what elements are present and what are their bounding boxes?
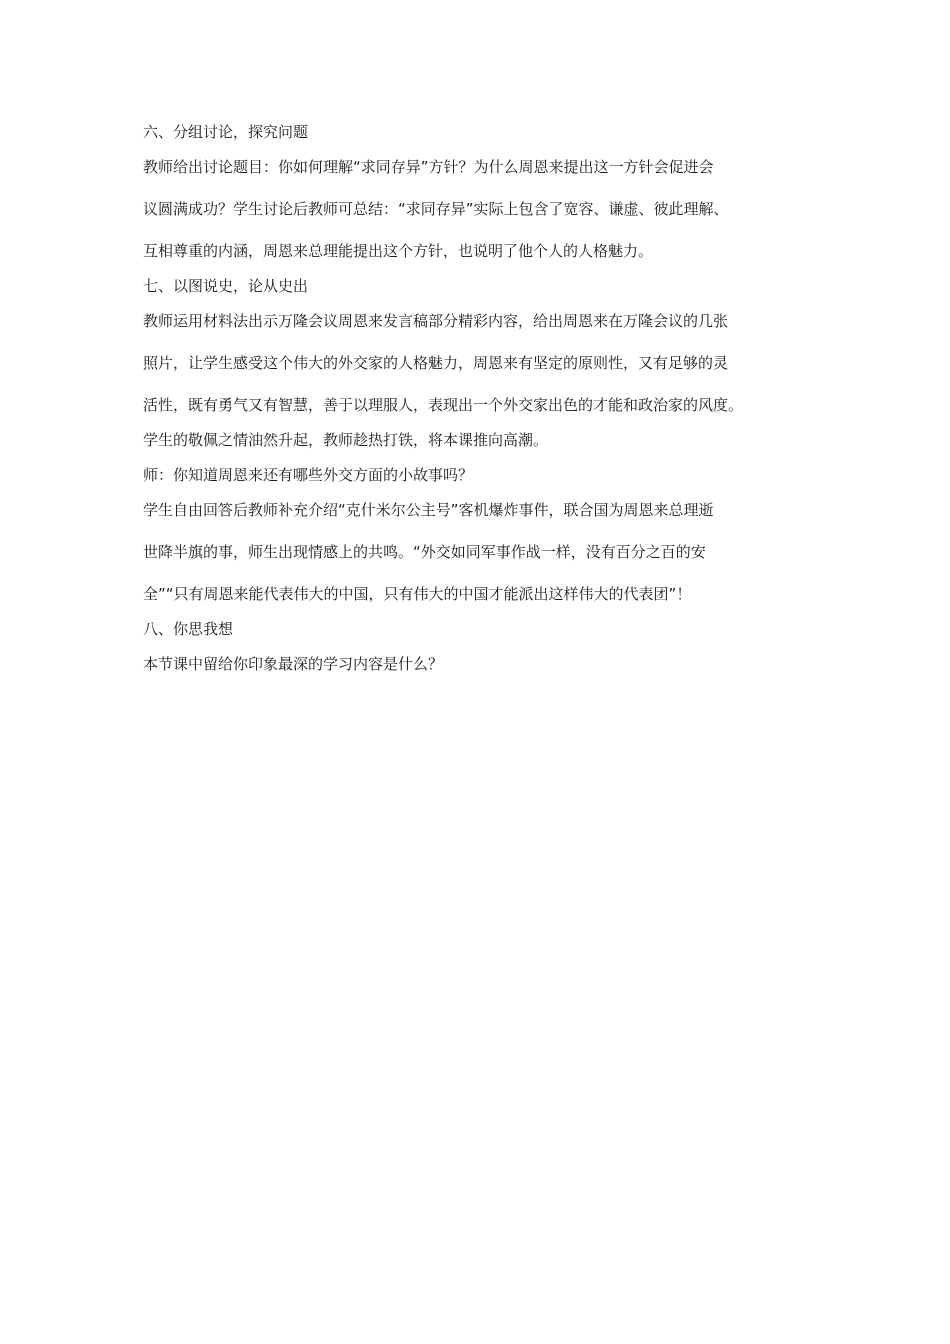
paragraph-line: 全”“只有周恩来能代表伟大的中国，只有伟大的中国才能派出这样伟大的代表团”！ [143, 585, 692, 603]
document-body [143, 122, 823, 674]
paragraph-line: 学生自由回答后教师补充介绍“克什米尔公主号”客机爆炸事件，联合国为周恩来总理逝 [143, 501, 714, 519]
paragraph-line: 教师运用材料法出示万隆会议周恩来发言稿部分精彩内容，给出周恩来在万隆会议的几张 [143, 312, 729, 330]
section-heading-8: 八、你思我想 [143, 620, 234, 638]
paragraph-line: 照片，让学生感受这个伟大的外交家的人格魅力，周恩来有坚定的原则性，又有足够的灵 [143, 354, 729, 372]
section-heading-6: 六、分组讨论，探究问题 [143, 123, 309, 141]
teacher-question: 师：你知道周恩来还有哪些外交方面的小故事吗？ [143, 466, 474, 484]
paragraph-line: 互相尊重的内涵，周恩来总理能提出这个方针，也说明了他个人的人格魅力。 [143, 242, 654, 260]
paragraph-line: 学生的敬佩之情油然升起，教师趁热打铁，将本课推向高潮。 [143, 431, 549, 449]
paragraph-line: 议圆满成功？学生讨论后教师可总结：“求同存异”实际上包含了宽容、谦虚、彼此理解、 [143, 200, 729, 218]
paragraph-line: 教师给出讨论题目：你如何理解“求同存异”方针？为什么周恩来提出这一方针会促进会 [143, 158, 714, 176]
section-heading-7: 七、以图说史，论从史出 [143, 277, 309, 295]
paragraph-line: 活性，既有勇气又有智慧，善于以理服人，表现出一个外交家出色的才能和政治家的风度。 [143, 396, 744, 414]
paragraph-line: 本节课中留给你印象最深的学习内容是什么？ [143, 655, 444, 673]
paragraph-line: 世降半旗的事，师生出现情感上的共鸣。“外交如同军事作战一样，没有百分之百的安 [143, 543, 706, 561]
